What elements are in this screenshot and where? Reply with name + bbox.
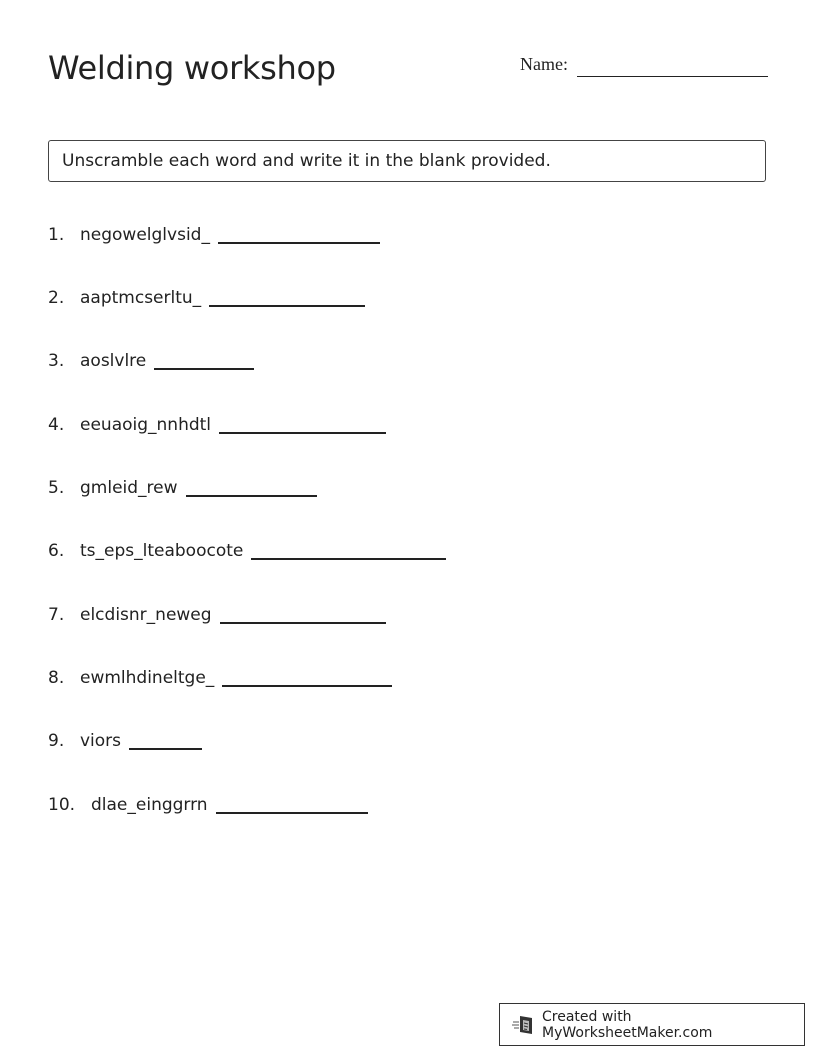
answer-blank (186, 495, 317, 497)
answer-blank (251, 558, 446, 560)
answer-blank (218, 242, 380, 244)
scrambled-word: ts_eps_lteaboocote (80, 541, 244, 561)
list-item (48, 663, 392, 693)
answer-blank (220, 622, 386, 624)
worksheet-logo-icon (512, 1014, 536, 1036)
scrambled-word: gmleid_rew (80, 478, 178, 498)
scrambled-word: dlae_einggrrn (91, 795, 208, 815)
list-item (48, 790, 368, 820)
list-item (48, 600, 386, 630)
name-label: Name: (520, 54, 568, 74)
footer-credit[interactable] (499, 1003, 805, 1046)
page-title: Welding workshop (48, 49, 336, 87)
list-item (48, 220, 380, 250)
list-item (48, 536, 446, 566)
item-number: 3. (48, 351, 65, 371)
answer-blank (216, 812, 368, 814)
scrambled-word: viors (80, 731, 122, 751)
scrambled-word: elcdisnr_neweg (80, 605, 212, 625)
item-number: 10. (48, 795, 76, 815)
list-item (48, 410, 386, 440)
scrambled-word: ewmlhdineltge_ (80, 668, 215, 688)
answer-blank (222, 685, 392, 687)
scrambled-word: aaptmcserltu_ (80, 288, 202, 308)
item-number: 9. (48, 731, 65, 751)
item-number: 4. (48, 415, 65, 435)
item-number: 1. (48, 225, 65, 245)
scrambled-word: eeuaoig_nnhdtl (80, 415, 212, 435)
item-number: 8. (48, 668, 65, 688)
list-item (48, 346, 254, 376)
item-number: 5. (48, 478, 65, 498)
answer-blank (209, 305, 365, 307)
scrambled-word: negowelglvsid_ (80, 225, 210, 245)
list-item (48, 473, 317, 503)
item-number: 2. (48, 288, 65, 308)
instructions-box: Unscramble each word and write it in the blank provided. (48, 140, 766, 182)
name-blank-line (577, 76, 768, 77)
item-number: 7. (48, 605, 65, 625)
name-field (520, 52, 768, 80)
item-number: 6. (48, 541, 65, 561)
footer-text: Created with MyWorksheetMaker.com (542, 1008, 713, 1041)
answer-blank (154, 368, 254, 370)
list-item (48, 726, 202, 756)
answer-blank (129, 748, 202, 750)
answer-blank (219, 432, 386, 434)
scrambled-word: aoslvlre (80, 351, 147, 371)
list-item (48, 283, 365, 313)
